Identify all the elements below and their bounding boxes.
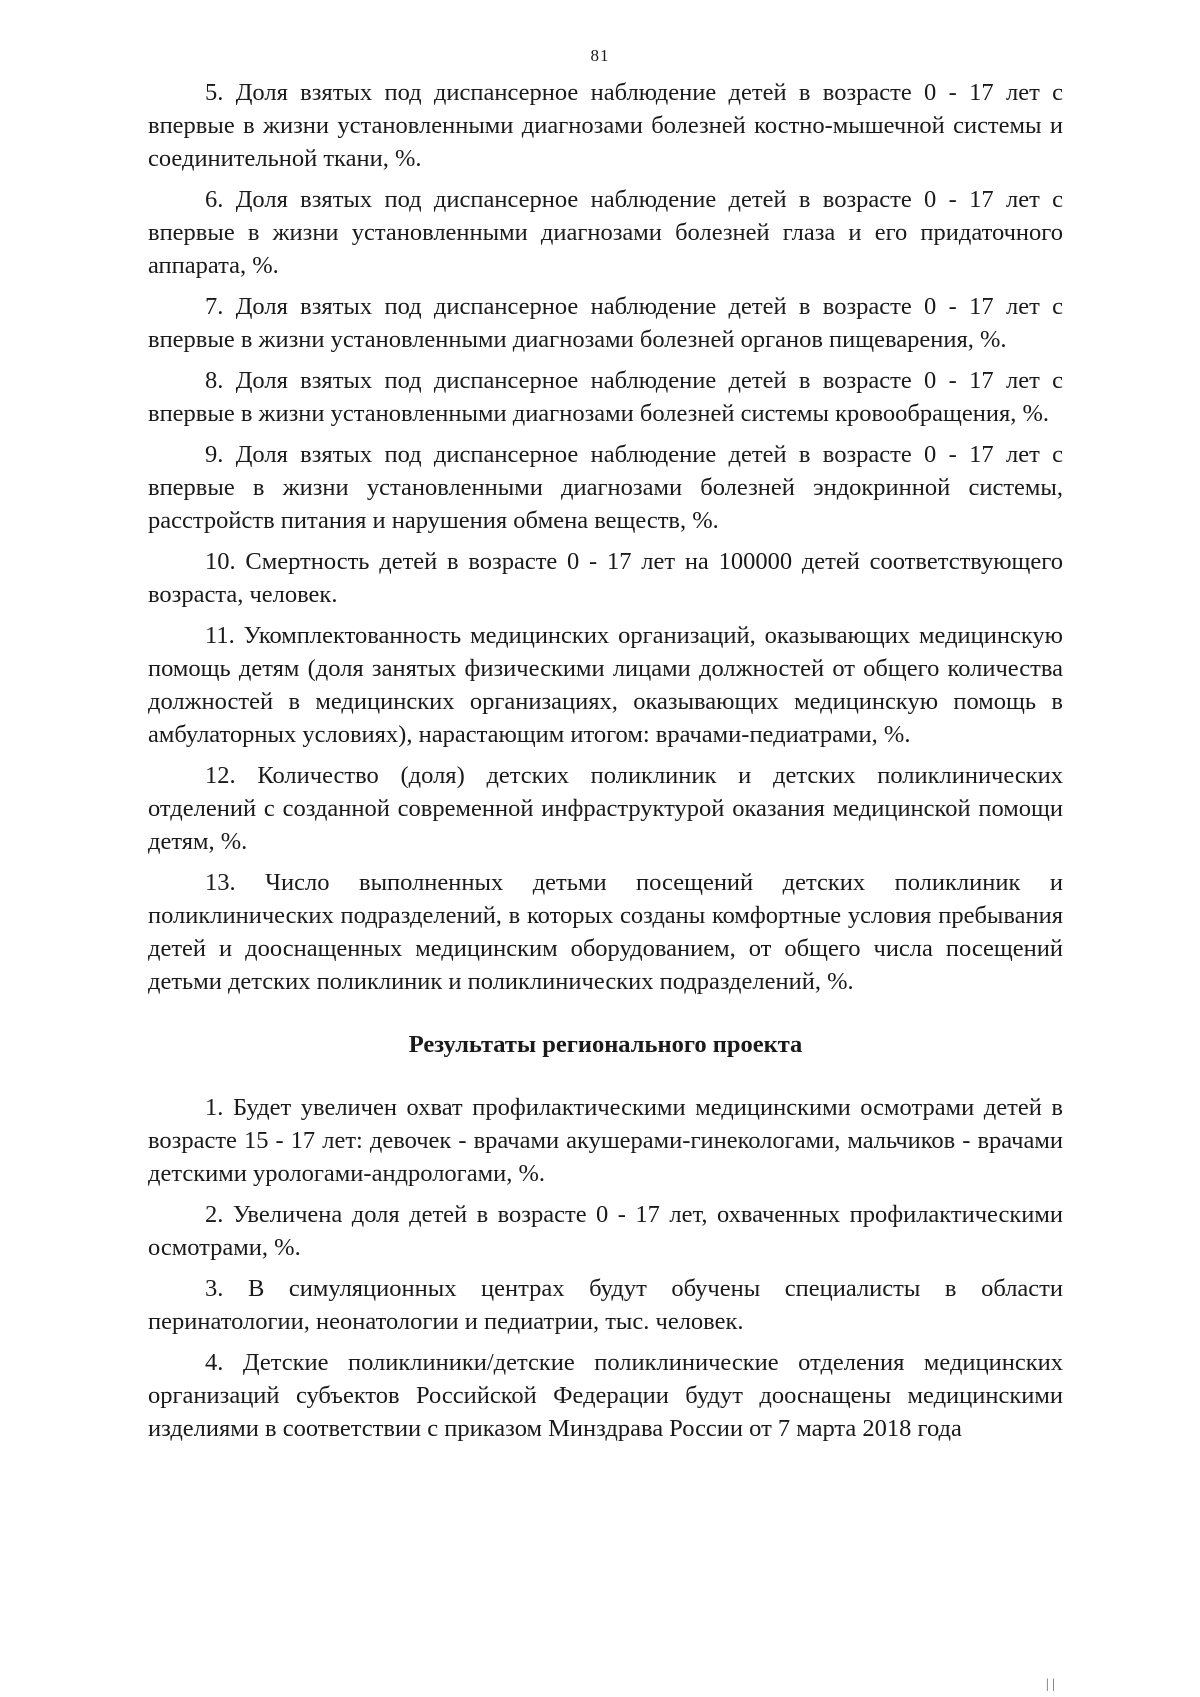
result-item: 3. В симуляционных центрах будут обучены специалисты в области перинатологии, неонатологии и педиатрии, тыс. человек. [148,1275,1063,1335]
indicator-item: 8. Доля взятых под диспансерное наблюдение детей в возрасте 0 - 17 лет с впервые в жизни установленными диагнозами болезней системы кровообращения, %. [148,367,1063,427]
indicator-item: 13. Число выполненных детьми посещений детских поликлиник и поликлинических подразделений, в которых созданы комфортные условия пребывания детей и дооснащенных медицинским оборудованием, от общего числа посещений детьми детских поликлиник и поликлинических подразделений, %. [148,869,1063,995]
indicator-item: 5. Доля взятых под диспансерное наблюдение детей в возрасте 0 - 17 лет с впервые в жизни установленными диагнозами болезней костно-мышечной системы и соединительной ткани, %. [148,79,1063,172]
result-item: 2. Увеличена доля детей в возрасте 0 - 17 лет, охваченных профилактическими осмотрами, %. [148,1201,1063,1261]
result-item: 1. Будет увеличен охват профилактическими медицинскими осмотрами детей в возрасте 15 - 17 лет: девочек - врачами акушерами-гинекологами, мальчиков - врачами детскими урологами-андрологами, %. [148,1094,1063,1187]
indicator-item: 12. Количество (доля) детских поликлиник и детских поликлинических отделений с созданной современной инфраструктурой оказания медицинской помощи детям, %. [148,762,1063,855]
indicator-item: 7. Доля взятых под диспансерное наблюдение детей в возрасте 0 - 17 лет с впервые в жизни установленными диагнозами болезней органов пищеварения, %. [148,293,1063,353]
indicator-item: 11. Укомплектованность медицинских организаций, оказывающих медицинскую помощь детям (доля занятых физическими лицами должностей от общего количества должностей в медицинских организациях, оказывающих медицинскую помощь в амбулаторных условиях), нарастающим итогом: врачами-педиатрами, %. [148,622,1063,748]
page-number: 81 [590,46,610,65]
document-body [148,76,1063,1453]
indicator-item: 10. Смертность детей в возрасте 0 - 17 лет на 100000 детей соответствующего возраста, человек. [148,548,1063,608]
scan-corner-mark: | | [1045,1677,1055,1692]
indicator-item: 9. Доля взятых под диспансерное наблюдение детей в возрасте 0 - 17 лет с впервые в жизни установленными диагнозами болезней эндокринной системы, расстройств питания и нарушения обмена веществ, %. [148,441,1063,534]
indicator-item: 6. Доля взятых под диспансерное наблюдение детей в возрасте 0 - 17 лет с впервые в жизни установленными диагнозами болезней глаза и его придаточного аппарата, %. [148,186,1063,279]
section-heading: Результаты регионального проекта [408,1031,803,1058]
result-item: 4. Детские поликлиники/детские поликлинические отделения медицинских организаций субъектов Российской Федерации будут дооснащены медицинскими изделиями в соответствии с приказом Минздрава России от 7 марта 2018 года [148,1349,1063,1442]
